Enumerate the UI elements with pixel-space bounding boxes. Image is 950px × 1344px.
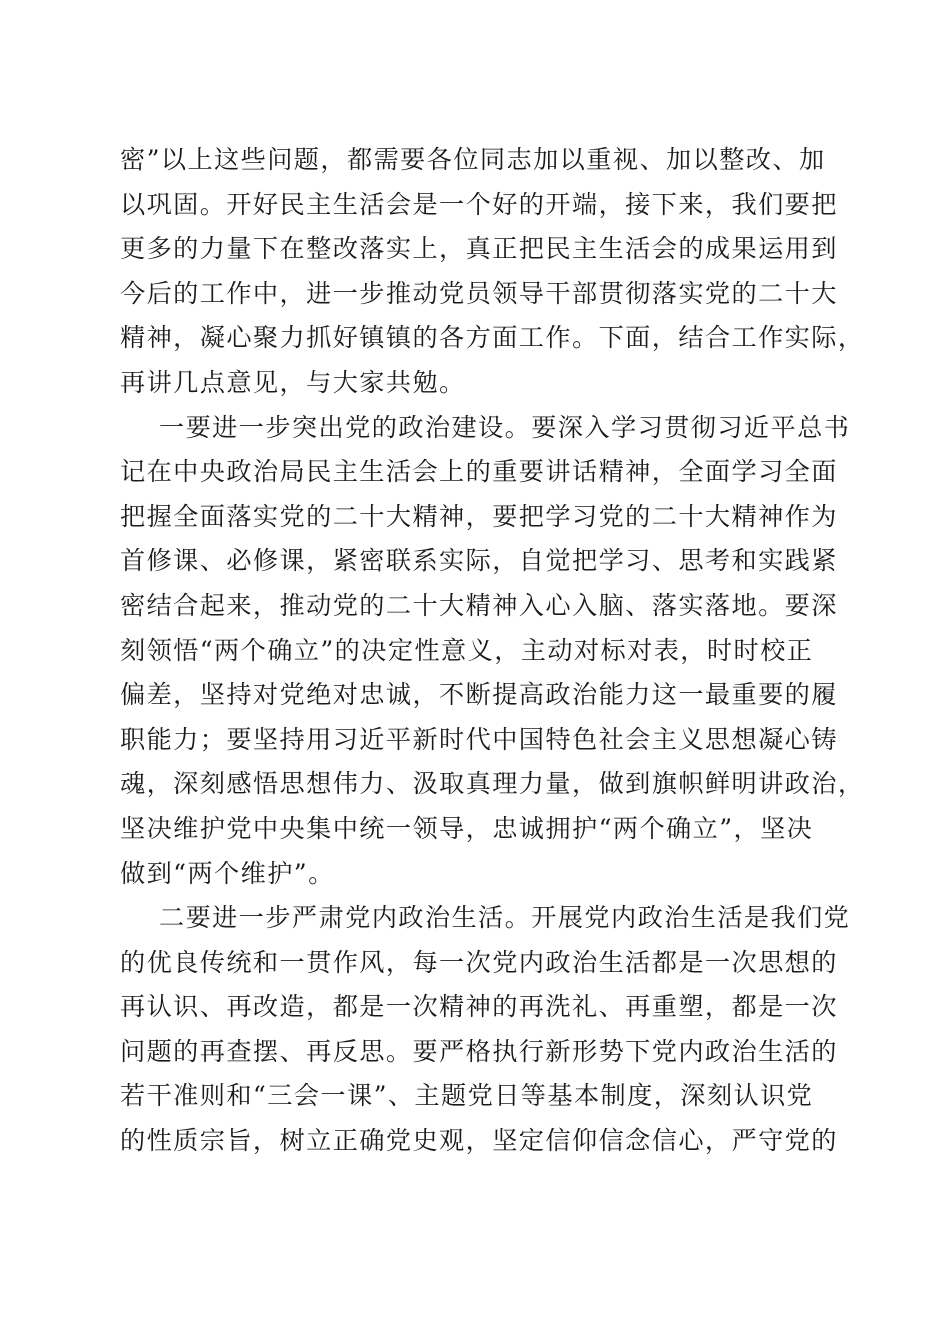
text-line: 坚决维护党中央集中统一领导，忠诚拥护“两个确立”，坚决 bbox=[120, 813, 814, 843]
text-line: 若干准则和“三会一课”、主题党日等基本制度，深刻认识党 bbox=[120, 1081, 814, 1111]
text-line: 首修课、必修课，紧密联系实际，自觉把学习、思考和实践紧 bbox=[120, 546, 838, 576]
text-line: 以巩固。开好民主生活会是一个好的开端，接下来，我们要把 bbox=[120, 189, 838, 219]
text-line: 再讲几点意见，与大家共勉。 bbox=[120, 367, 466, 397]
text-line: 今后的工作中，进一步推动党员领导干部贯彻落实党的二十大 bbox=[120, 278, 838, 308]
text-line: 问题的再查摆、再反思。要严格执行新形势下党内政治生活的 bbox=[120, 1036, 838, 1066]
text-line: 把握全面落实党的二十大精神，要把学习党的二十大精神作为 bbox=[120, 501, 838, 531]
paragraph-heading-line: 二要进一步严肃党内政治生活。开展党内政治生活是我们党 bbox=[159, 903, 851, 933]
text-line: 做到“两个维护”。 bbox=[120, 858, 335, 888]
text-line: 记在中央政治局民主生活会上的重要讲话精神，全面学习全面 bbox=[120, 457, 838, 487]
text-line: 魂，深刻感悟思想伟力、汲取真理力量，做到旗帜鲜明讲政治， bbox=[120, 769, 865, 799]
text-line: 的优良传统和一贯作风，每一次党内政治生活都是一次思想的 bbox=[120, 947, 838, 977]
text-line: 刻领悟“两个确立”的决定性意义，主动对标对表，时时校正 bbox=[120, 635, 814, 665]
paragraph-heading-line: 一要进一步突出党的政治建设。要深入学习贯彻习近平总书 bbox=[159, 412, 851, 442]
document-body bbox=[120, 138, 865, 1164]
text-line: 精神，凝心聚力抓好镇镇的各方面工作。下面，结合工作实际， bbox=[120, 323, 865, 353]
text-line: 密结合起来，推动党的二十大精神入心入脑、落实落地。要深 bbox=[120, 590, 838, 620]
text-line: 更多的力量下在整改落实上，真正把民主生活会的成果运用到 bbox=[120, 234, 838, 264]
text-line: 的性质宗旨，树立正确党史观，坚定信仰信念信心，严守党的 bbox=[120, 1126, 838, 1156]
text-line: 密”以上这些问题，都需要各位同志加以重视、加以整改、加 bbox=[120, 145, 826, 174]
text-line: 职能力；要坚持用习近平新时代中国特色社会主义思想凝心铸 bbox=[120, 724, 838, 754]
text-line: 偏差，坚持对党绝对忠诚，不断提高政治能力这一最重要的履 bbox=[120, 680, 838, 710]
text-line: 再认识、再改造，都是一次精神的再洗礼、再重塑，都是一次 bbox=[120, 992, 838, 1022]
